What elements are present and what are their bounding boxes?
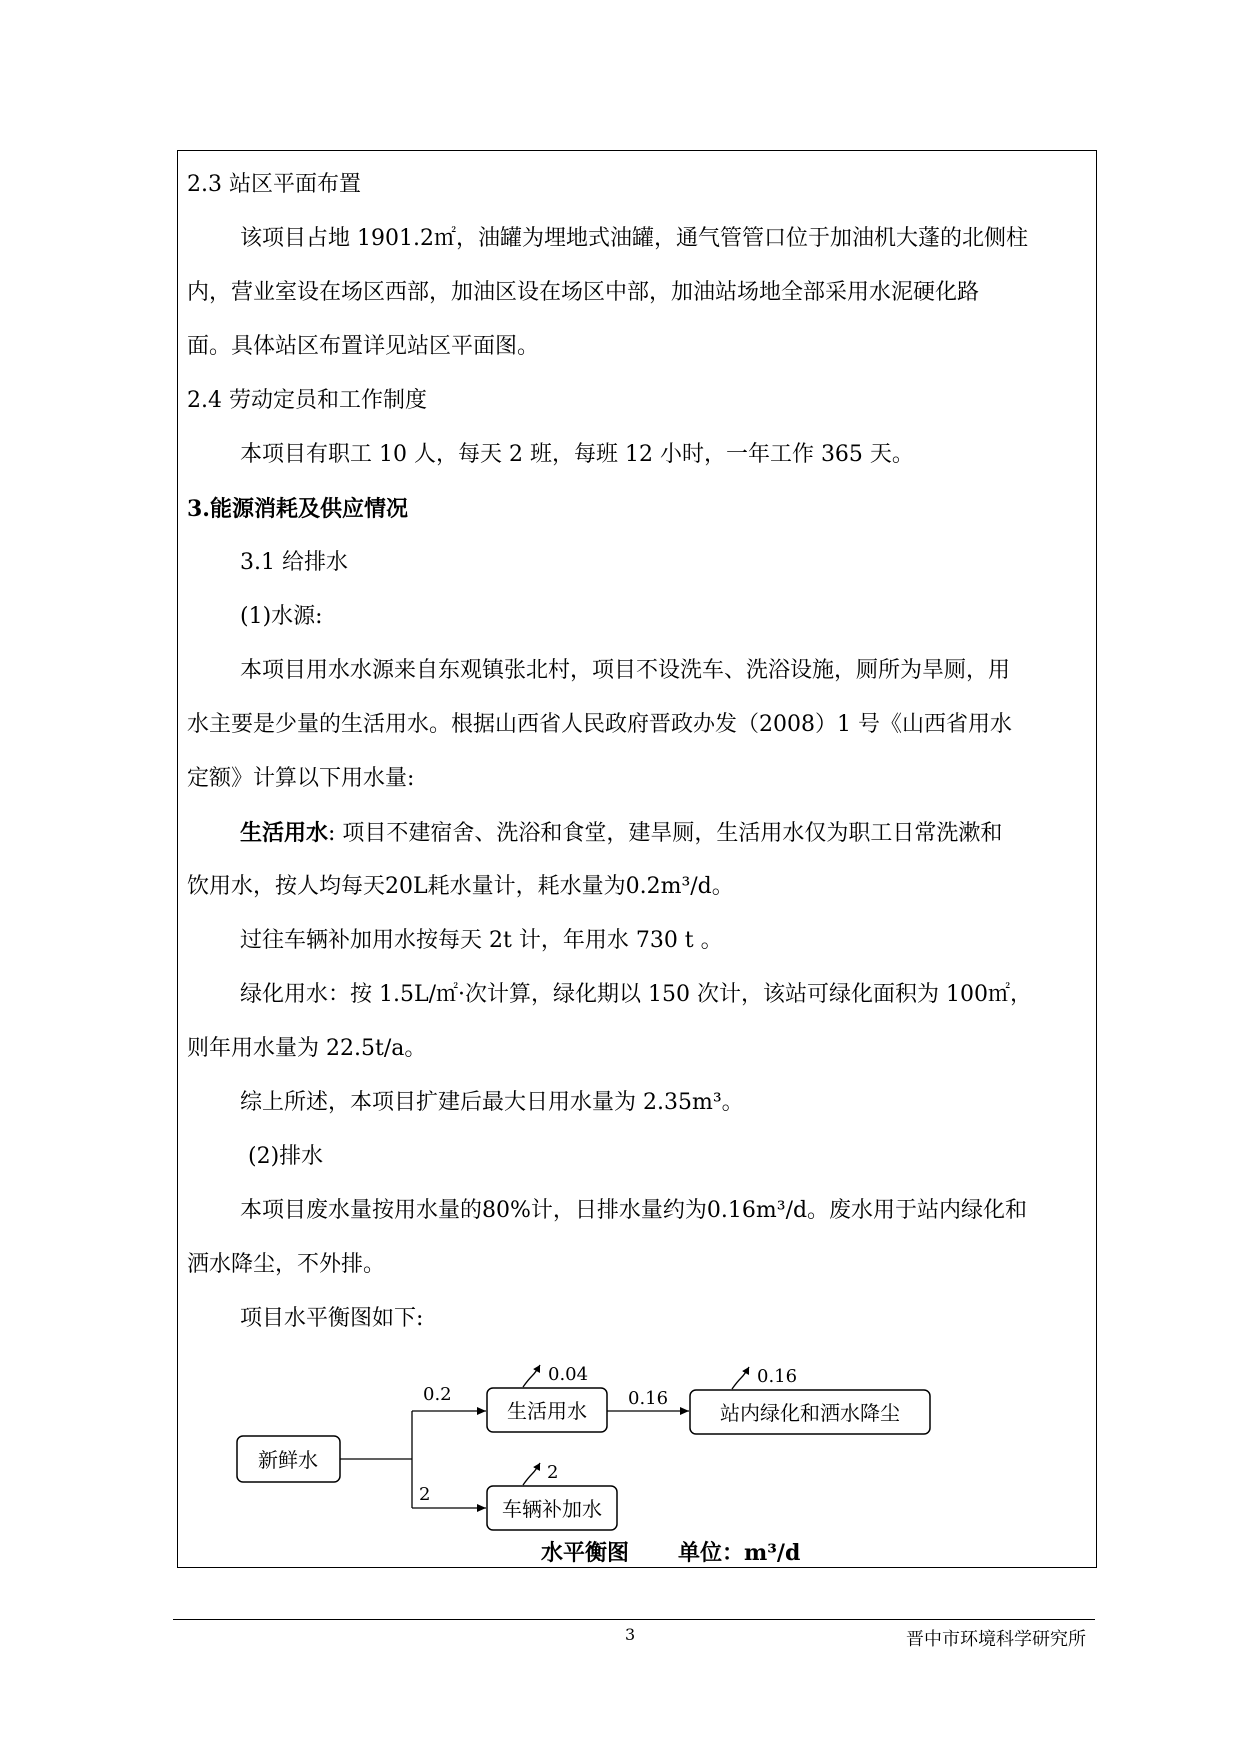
diagram-caption-unit: 单位：m³/d <box>678 1540 801 1566</box>
flow-fresh-to-vehicle: 2 <box>419 1484 431 1505</box>
domestic-loss-arrow <box>523 1365 540 1387</box>
flow-vehicle-loss: 2 <box>547 1462 559 1483</box>
footer-rule <box>173 1619 1095 1620</box>
water-source-para-line-1: 本项目用水水源来自东观镇张北村，项目不设洗车、洗浴设施，厕所为旱厕，用 <box>240 658 1011 683</box>
section-2-3-para-line-2: 内，营业室设在场区西部，加油区设在场区中部，加油站场地全部采用水泥硬化路 <box>187 280 980 305</box>
node-domestic-label: 生活用水 <box>507 1399 587 1423</box>
vehicle-water-para: 过往车辆补加用水按每天 2t 计，年用水 730 t 。 <box>240 928 723 953</box>
section-2-3-para-line-1: 该项目占地 1901.2㎡，油罐为埋地式油罐，通气管管口位于加油机大蓬的北侧柱 <box>240 226 1028 251</box>
flow-fresh-to-domestic: 0.2 <box>423 1384 452 1405</box>
section-2-3-para-line-3: 面。具体站区布置详见站区平面图。 <box>187 334 540 359</box>
drainage-para-line-1: 本项目废水量按用水量的80%计，日排水量约为0.16m³/d。废水用于站内绿化和 <box>240 1198 1028 1223</box>
domestic-water-text: : 项目不建宿舍、洗浴和食堂，建旱厕，生活用水仅为职工日常洗漱和 <box>328 821 1003 846</box>
section-3-1-heading: 3.1 给排水 <box>240 550 348 575</box>
water-source-para-line-3: 定额》计算以下用水量: <box>187 766 415 791</box>
domestic-water-line-2: 饮用水，按人均每天20L耗水量计，耗水量为0.2m³/d。 <box>187 874 734 899</box>
domestic-water-label: 生活用水 <box>240 820 329 846</box>
water-source-para-line-2: 水主要是少量的生活用水。根据山西省人民政府晋政办发（2008）1 号《山西省用水 <box>187 712 1012 737</box>
section-2-4-para: 本项目有职工 10 人，每天 2 班，每班 12 小时，一年工作 365 天。 <box>240 442 914 467</box>
node-fresh-label: 新鲜水 <box>258 1448 318 1472</box>
flow-domestic-to-greening: 0.16 <box>628 1388 669 1409</box>
greening-loss-arrow <box>732 1367 749 1389</box>
balance-intro: 项目水平衡图如下: <box>240 1306 424 1331</box>
footer-organization: 晋中市环境科学研究所 <box>906 1629 1086 1650</box>
node-greening-label: 站内绿化和洒水降尘 <box>720 1401 900 1425</box>
diagram-caption-title: 水平衡图 <box>541 1540 630 1566</box>
summary-para: 综上所述，本项目扩建后最大日用水量为 2.35m³。 <box>240 1090 744 1115</box>
drainage-para-line-2: 洒水降尘，不外排。 <box>187 1252 386 1277</box>
vehicle-loss-arrow <box>523 1463 540 1485</box>
page-number: 3 <box>625 1625 636 1644</box>
node-vehicle-label: 车辆补加水 <box>502 1497 602 1521</box>
flow-domestic-loss: 0.04 <box>548 1364 589 1385</box>
greening-water-para-line-1: 绿化用水：按 1.5L/㎡·次计算，绿化期以 150 次计，该站可绿化面积为 100㎡， <box>240 982 1032 1007</box>
section-2-4-heading: 2.4 劳动定员和工作制度 <box>187 388 427 413</box>
flow-greening-loss: 0.16 <box>757 1366 798 1387</box>
section-3-heading: 3.能源消耗及供应情况 <box>187 496 408 522</box>
section-2-3-heading: 2.3 站区平面布置 <box>187 172 361 197</box>
water-source-label: (1)水源: <box>240 604 323 629</box>
drainage-label: (2)排水 <box>248 1144 324 1169</box>
greening-water-para-line-2: 则年用水量为 22.5t/a。 <box>187 1036 427 1061</box>
